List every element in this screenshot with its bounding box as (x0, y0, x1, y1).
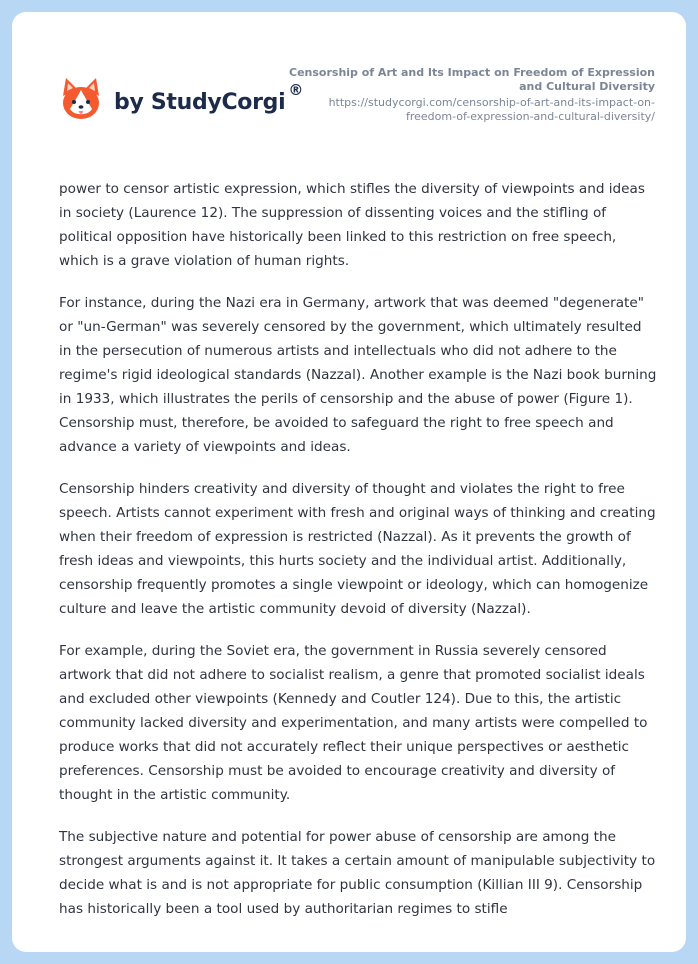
paragraph: For instance, during the Nazi era in Germany, artwork that was deemed "degenerate" or "un-German" was severely censored by the government, which ultimately resulted in the persecution of numerous artists and intellectuals who did not adhere to the regime's rigid ideological standards (Nazzal). Another example is the Nazi book burning in 1933, which illustrates the perils of censorship and the abuse of power (Figure 1). Censorship must, therefore, be avoided to safeguard the right to free speech and advance a variety of viewpoints and ideas. (59, 295, 657, 455)
page-header (12, 12, 686, 152)
document-page (12, 12, 686, 952)
paragraph: power to censor artistic expression, which stifles the diversity of viewpoints and ideas in society (Laurence 12). The suppression of dissenting voices and the stifling of political opposition have historically been linked to this restriction on free speech, which is a grave violation of human rights. (59, 181, 645, 269)
document-meta (285, 66, 655, 124)
document-url[interactable]: https://studycorgi.com/censorship-of-art-and-its-impact-on-freedom-of-expression-and-cultural-diversity/ (328, 96, 655, 123)
essay-body (59, 177, 657, 939)
brand-name: by StudyCorgi (114, 89, 286, 115)
registered-mark: ® (288, 81, 304, 99)
paragraph: The subjective nature and potential for power abuse of censorship are among the strongest arguments against it. It takes a certain amount of manipulable subjectivity to decide what is and is not appropriate for public consumption (Killian III 9). Censorship has historically been a tool used by authoritarian regimes to stifle (59, 829, 656, 917)
studycorgi-logo[interactable] (60, 76, 303, 122)
document-title: Censorship of Art and Its Impact on Freedom of Expression and Cultural Diversity (289, 66, 655, 93)
paragraph: For example, during the Soviet era, the government in Russia severely censored artwork that did not adhere to socialist realism, a genre that promoted socialist ideals and excluded other viewpoints (Kennedy and Coutler 124). Due to this, the artistic community lacked diversity and experimentation, and many artists were compelled to produce works that did not accurately reflect their unique perspectives or aesthetic preferences. Censorship must be avoided to encourage creativity and diversity of thought in the artistic community. (59, 643, 648, 803)
corgi-icon (60, 76, 102, 122)
paragraph: Censorship hinders creativity and diversity of thought and violates the right to free speech. Artists cannot experiment with fresh and original ways of thinking and creating when their freedom of expression is restricted (Nazzal). As it prevents the growth of fresh ideas and viewpoints, this hurts society and the individual artist. Additionally, censorship frequently promotes a single viewpoint or ideology, which can homogenize culture and leave the artistic community devoid of diversity (Nazzal). (59, 481, 656, 617)
